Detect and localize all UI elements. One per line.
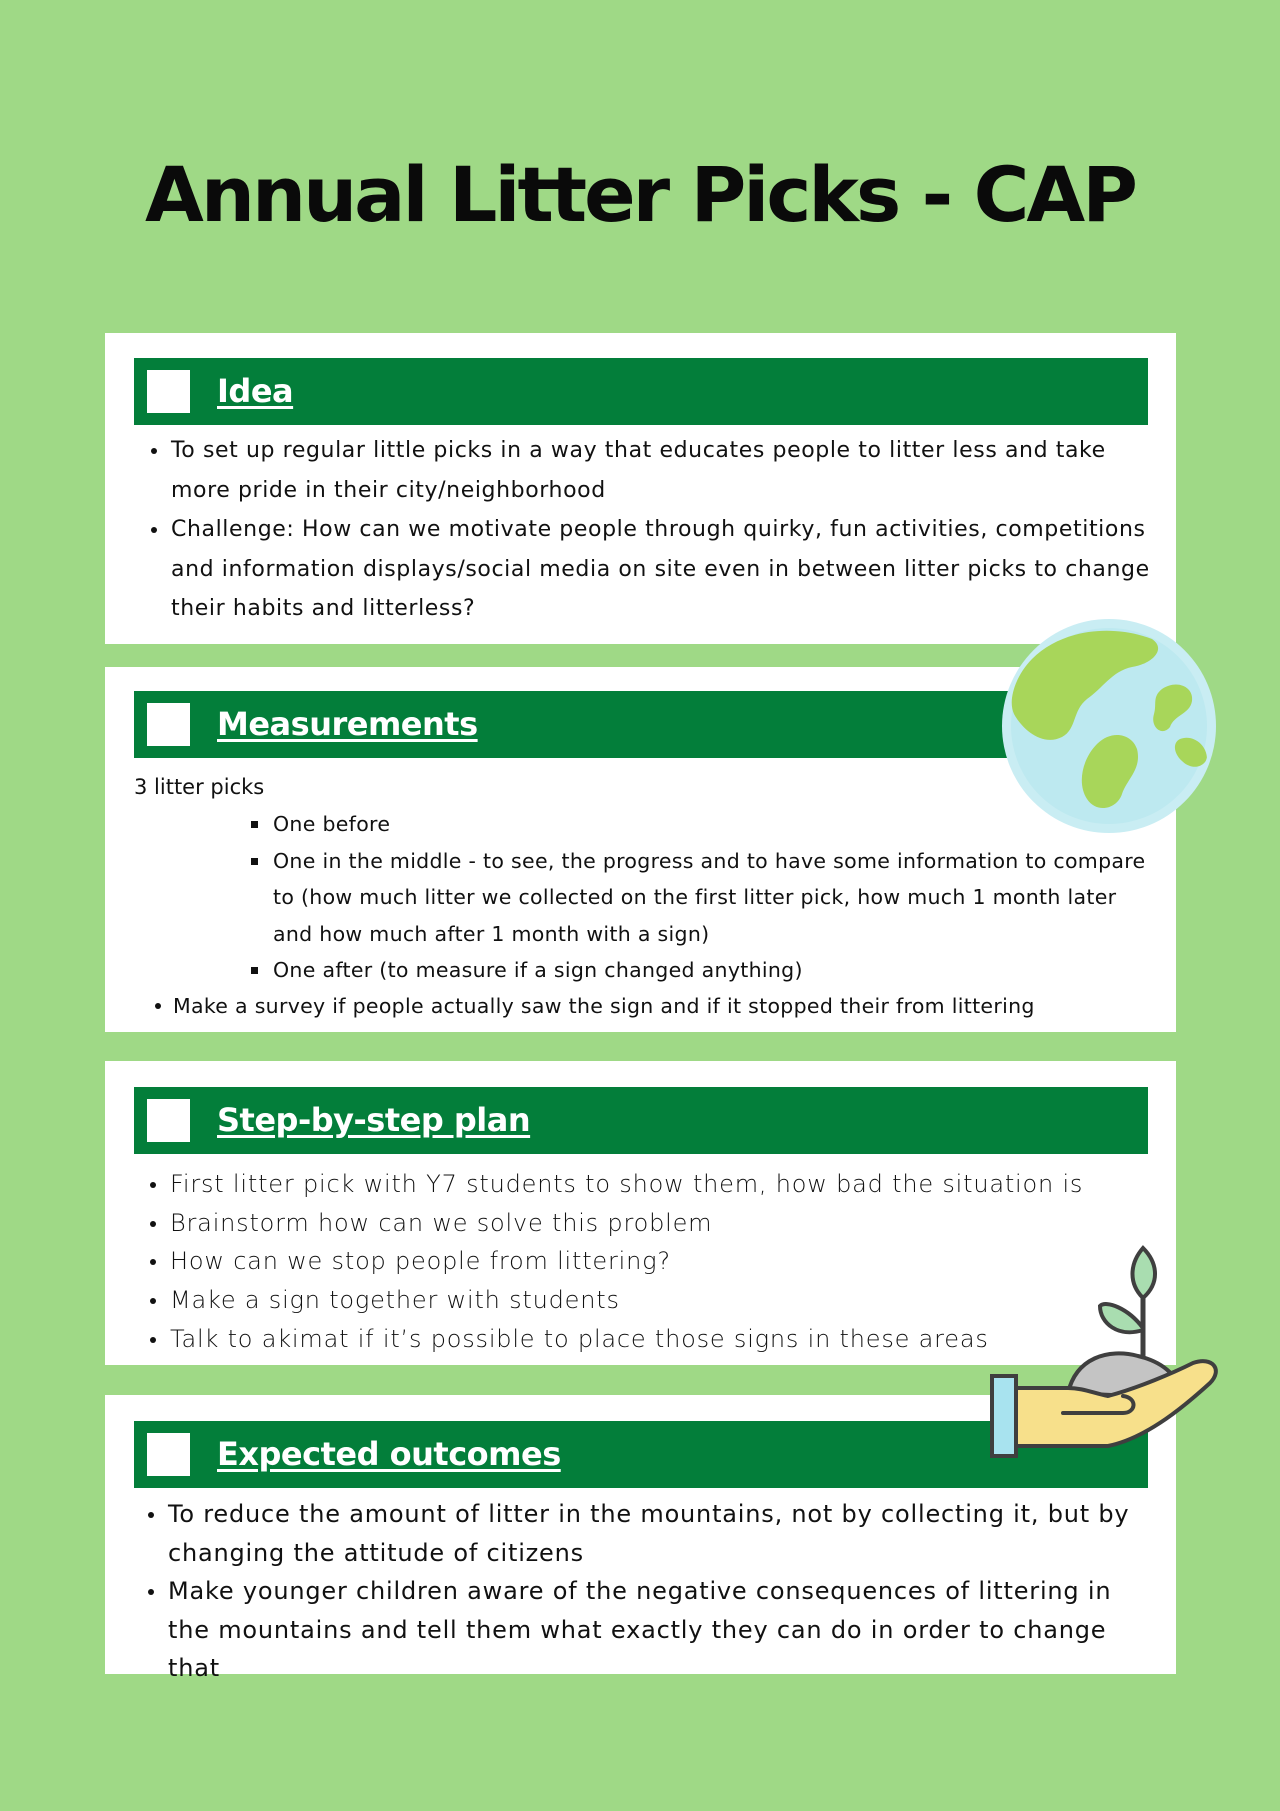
idea-card: [105, 333, 1176, 644]
list-item: Challenge: How can we motivate people through quirky, fun activities, competitions and information displays/social media on site even in between litter picks to change their habits and litterless?: [145, 510, 1155, 629]
earth-globe-icon: [1002, 619, 1216, 833]
measurements-list: [151, 988, 1161, 1024]
list-item: First litter pick with Y7 students to show them, how bad the situation is: [145, 1165, 1155, 1204]
list-item: To reduce the amount of litter in the mountains, not by collecting it, but by changing the attitude of citizens: [143, 1495, 1153, 1572]
page-title: Annual Litter Picks - CAP: [145, 150, 1135, 239]
list-item: Make a survey if people actually saw the sign and if it stopped their from littering: [151, 988, 1161, 1024]
outcomes-list: [143, 1495, 1153, 1688]
checkbox-icon[interactable]: [147, 370, 190, 413]
plan-header-bar: [134, 1087, 1148, 1154]
idea-header-bar: [134, 358, 1148, 425]
list-item: Brainstorm how can we solve this problem: [145, 1204, 1155, 1243]
hand-holding-plant-icon: [988, 1238, 1228, 1458]
list-item: Make younger children aware of the negative consequences of littering in the mountains and tell them what exactly they can do in order to change that: [143, 1572, 1153, 1688]
measurements-heading: Measurements: [217, 705, 478, 743]
list-item: One in the middle - to see, the progress and to have some information to compare to (how much litter we collected on the first litter pick, how much 1 month later and how much after 1 month with a sign): [251, 843, 1161, 953]
list-item: To set up regular little picks in a way that educates people to litter less and take more pride in their city/neighborhood: [145, 431, 1155, 510]
list-item: Talk to akimat if it’s possible to place those signs in these areas: [145, 1320, 1155, 1359]
measurements-header-bar: [134, 691, 1148, 758]
checkbox-icon[interactable]: [147, 703, 190, 746]
measurements-intro: 3 litter picks: [134, 775, 265, 799]
list-item: One before: [251, 806, 1161, 843]
idea-heading: Idea: [217, 372, 294, 410]
outcomes-heading: Expected outcomes: [217, 1435, 561, 1473]
plan-heading: Step-by-step plan: [217, 1101, 531, 1139]
idea-list: [145, 431, 1155, 629]
list-item: How can we stop people from littering?: [145, 1242, 1155, 1281]
checkbox-icon[interactable]: [147, 1099, 190, 1142]
list-item: One after (to measure if a sign changed anything): [251, 952, 1161, 989]
measurements-sub-list: [251, 806, 1161, 989]
checkbox-icon[interactable]: [147, 1433, 190, 1476]
list-item: Make a sign together with students: [145, 1281, 1155, 1320]
